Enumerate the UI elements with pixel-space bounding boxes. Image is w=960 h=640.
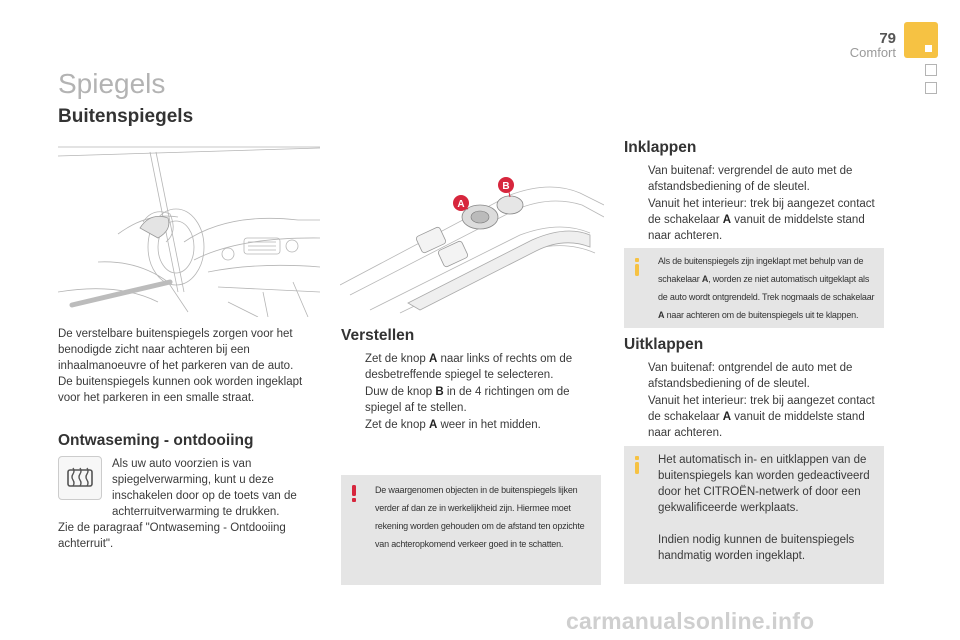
page-subtitle: Buitenspiegels (58, 106, 194, 127)
rear-defrost-icon (59, 457, 101, 499)
intro-text: De verstelbare buitenspiegels zorgen voor het benodigde zicht naar achteren bij een inhaalmanoeuvre of het parkeren van de auto. De buitenspiegels kunnen ook worden ingeklapt voor het parkeren in een smalle straat. (58, 328, 303, 404)
adjust-heading: Verstellen (341, 327, 415, 344)
fold-steps (624, 163, 880, 245)
mirror-switch-illustration (340, 165, 604, 315)
unfold-note-text: Het automatisch in- en uitklappen van de buitenspiegels kan worden gedeactiveerd door het CITROËN-netwerk of door een gekwalificeerde werkplaats. (658, 454, 870, 514)
key-label: B (435, 386, 444, 398)
car-interior-illustration (58, 142, 320, 317)
chapter-tab-empty (925, 64, 937, 76)
unfold-note-box (624, 446, 884, 584)
list-item (624, 163, 880, 195)
adjust-steps (341, 351, 601, 434)
key-a: A (722, 214, 732, 226)
key-a: A (722, 411, 732, 423)
unfold-heading: Uitklappen (624, 336, 704, 353)
list-item (341, 417, 601, 433)
fold-note-box (624, 248, 884, 328)
defrost-reference: Zie de paragraaf "Ontwaseming - Ontdooiing achterruit". (58, 522, 286, 550)
fold-note-text: Als de buitenspiegels zijn ingeklapt met behulp van de schakelaar A, worden ze niet automatisch uitgeklapt als de auto wordt ontgrendeld. Trek nogmaals de schakelaar A naar achteren om de buitenspiegels uit te klappen. (658, 256, 875, 320)
tab-marker-icon (925, 45, 932, 52)
list-item (624, 393, 880, 441)
key-label: A (428, 353, 438, 365)
chapter-tab-empty (925, 82, 937, 94)
page-title: Spiegels (58, 68, 166, 99)
unfold-step-2: Vanuit het interieur: trek bij aangezet contact de schakelaar A vanuit de middelste stand naar achteren. (648, 395, 875, 439)
unfold-note-text-2: Indien nodig kunnen de buitenspiegels handmatig worden ingeklapt. (658, 534, 855, 562)
label-a: A (457, 199, 465, 210)
warning-text: De waargenomen objecten in de buitenspiegels lijken verder af dan ze in werkelijkheid zijn. Hiermee moet rekening worden gehouden om de afstand ten opzichte van achteropkomend verkeer goed in te schatten. (375, 485, 585, 549)
adjust-step-2: Duw de knop B in de 4 richtingen om de spiegel af te stellen. (365, 386, 570, 414)
fold-heading: Inklappen (624, 139, 697, 156)
unfold-steps (624, 360, 880, 442)
warning-icon (349, 485, 359, 503)
list-item (341, 351, 601, 383)
watermark: carmanualsonline.info (566, 608, 815, 634)
adjust-step-3: Zet de knop A weer in het midden. (365, 419, 541, 431)
defrost-text: Als uw auto voorzien is van spiegelverwarming, kunt u deze inschakelen door op de toets van de achterruitverwarming te drukken. (112, 458, 297, 518)
adjust-step-1: Zet de knop A naar links of rechts om de desbetreffende spiegel te selecteren. (365, 353, 573, 381)
defrost-heading: Ontwaseming - ontdooiing (58, 432, 254, 449)
info-icon (632, 456, 642, 474)
list-item (624, 196, 880, 244)
list-item (624, 360, 880, 392)
warning-box (341, 475, 601, 585)
key-label: A (428, 419, 438, 431)
list-item (341, 384, 601, 416)
chapter-tab (904, 22, 938, 58)
rear-defrost-button-illustration (58, 456, 102, 500)
fold-step-2: Vanuit het interieur: trek bij aangezet contact de schakelaar A vanuit de middelste stand naar achteren. (648, 198, 875, 242)
label-b: B (502, 181, 510, 192)
info-icon (632, 258, 642, 276)
unfold-step-1: Van buitenaf: ontgrendel de auto met de afstandsbediening of de sleutel. (648, 362, 853, 390)
section-label: Comfort (849, 45, 896, 60)
page-number: 79 (879, 30, 896, 47)
fold-step-1: Van buitenaf: vergrendel de auto met de afstandsbediening of de sleutel. (648, 165, 853, 193)
